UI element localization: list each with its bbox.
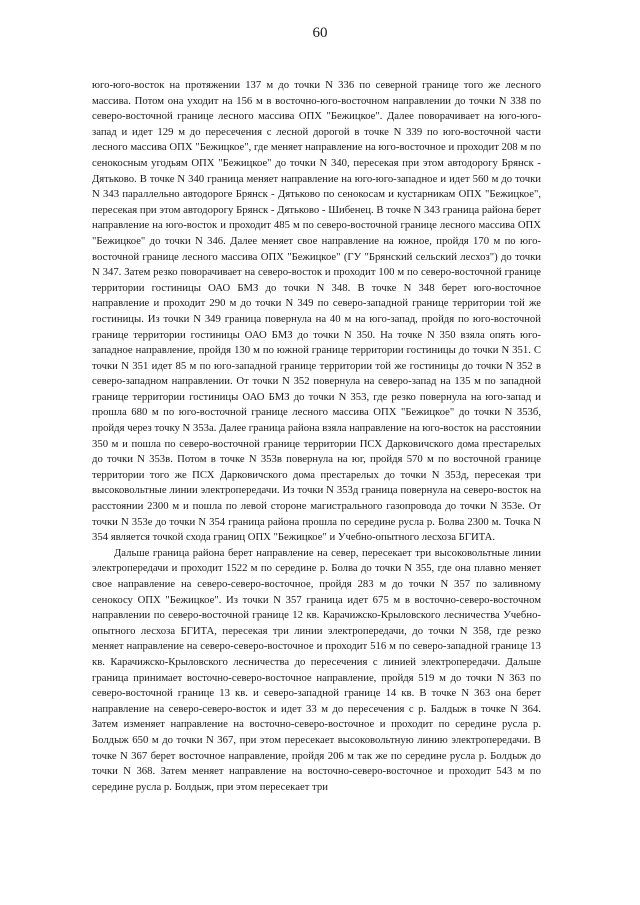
paragraph-1: юго-юго-восток на протяжении 137 м до точки N 336 по северной границе того же лесного массива. Потом она уходит на 156 м в восточно-юго-восточном направлении до точки N 338 по северо-восточной границе лесного массива ОПХ "Бежицкое". Далее поворачивает на юго-юго-запад и идет 129 м до пересечения с лесной дорогой в точке N 339 по юго-восточной части лесного массива ОПХ "Бежицкое", где меняет направление на юго-восточное и проходит 208 м по сенокосным угодьям ОПХ "Бежицкое" до точки N 340, пересекая при этом автодорогу Брянск - Дятьково. В точке N 340 граница меняет направление на юго-юго-западное и идет 560 м до точки N 343 параллельно автодороге Брянск - Дятьково по сенокосам и кустарникам ОПХ "Бежицкое", пересекая при этом автодорогу Брянск - Дятьково - Шибенец. В точке N 343 граница района берет направление на юго-восток и проходит 485 м по северо-восточной границе лесного массива ОПХ "Бежицкое" до точки N 346. Далее меняет свое направление на южное, пройдя 170 м по юго-восточной границе лесного массива ОПХ "Бежицкое" (ГУ "Брянский сельский лесхоз") до точки N 347. Затем резко поворачивает на северо-восток и проходит 100 м по северо-восточной границе территории гостиницы ОАО БМЗ до точки N 348. В точке N 348 берет юго-восточное направление и проходит 290 м до точки N 349 по северо-западной границе территории той же гостиницы. Из точки N 349 граница повернула на 40 м на юго-запад, пройдя по юго-восточной границе территории гостиницы ОАО БМЗ до точки N 350. На точке N 350 взяла опять юго-западное направление, пройдя 130 м по южной границе территории гостиницы до точки N 351. С точки N 351 идет 85 м по юго-западной границе территории той же гостиницы до точки N 352 в северо-западном направлении. От точки N 352 повернула на северо-запад на 135 м по западной границе территории гостиницы ОАО БМЗ до точки N 353, где резко повернула на юго-запад и прошла 680 м по юго-восточной границе лесного массива ОПХ "Бежицкое" до точки N 353б, пройдя через точку N 353а. Далее граница района взяла направление на юго-восток на расстоянии 350 м и пошла по северо-восточной границе территории ПСХ Дарковичского дома престарелых до точки N 353в. Потом в точке N 353в повернула на юг, пройдя 570 м по восточной границе территории того же ПСХ Дарковичского дома престарелых до точки N 353д, пересекая три высоковольтные линии электропередачи. Из точки N 353д граница повернула на северо-восток на расстоянии 2300 м и пошла по левой стороне магистрального газопровода до точки N 353е. От точки N 353е до точки N 354 граница района прошла по середине русла р. Болва 2300 м. Точка N 354 является точкой схода границ ОПХ "Бежицкое" и Учебно-опытного лесхоза БГИТА. [92,79,541,544]
body-text [92,78,541,795]
page-number: 60 [312,25,328,41]
paragraph-2: Дальше граница района берет направление на север, пересекает три высоковольтные линии электропередачи и проходит 1522 м по середине р. Болва до точки N 355, где она плавно меняет свое направление на северо-северо-восточное, пройдя 283 м до точки N 357 по заливному сенокосу ОПХ "Бежицкое". Из точки N 357 граница идет 675 м в восточно-северо-восточном направлении по северо-восточной границе 12 кв. Карачижско-Крыловского лесничества Учебно-опытного лесхоза БГИТА, пересекая три линии электропередачи, до точки N 358, где резко меняет направление на северо-северо-восточное и проходит 516 м по северо-западной границе 13 кв. Карачижско-Крыловского лесничества до пересечения с линией электропередачи. Дальше граница принимает восточно-северо-восточное направление, пройдя 519 м до точки N 363 по северо-восточной границе 13 кв. и северо-западной границе 14 кв. В точке N 363 она берет направление на северо-северо-восток и идет 33 м до пересечения с р. Балдыж в точке N 364. Затем изменяет направление на восточно-северо-восточное и проходит по середине русла р. Болдыж 650 м до точки N 367, при этом пересекает высоковольтную линию электропередачи. В точке N 367 берет восточное направление, пройдя 206 м так же по середине русла р. Болдыж до точки N 368. Затем меняет направление на восточно-северо-восточное и проходит 543 м по середине русла р. Болдыж, при этом пересекает три [92,546,541,793]
